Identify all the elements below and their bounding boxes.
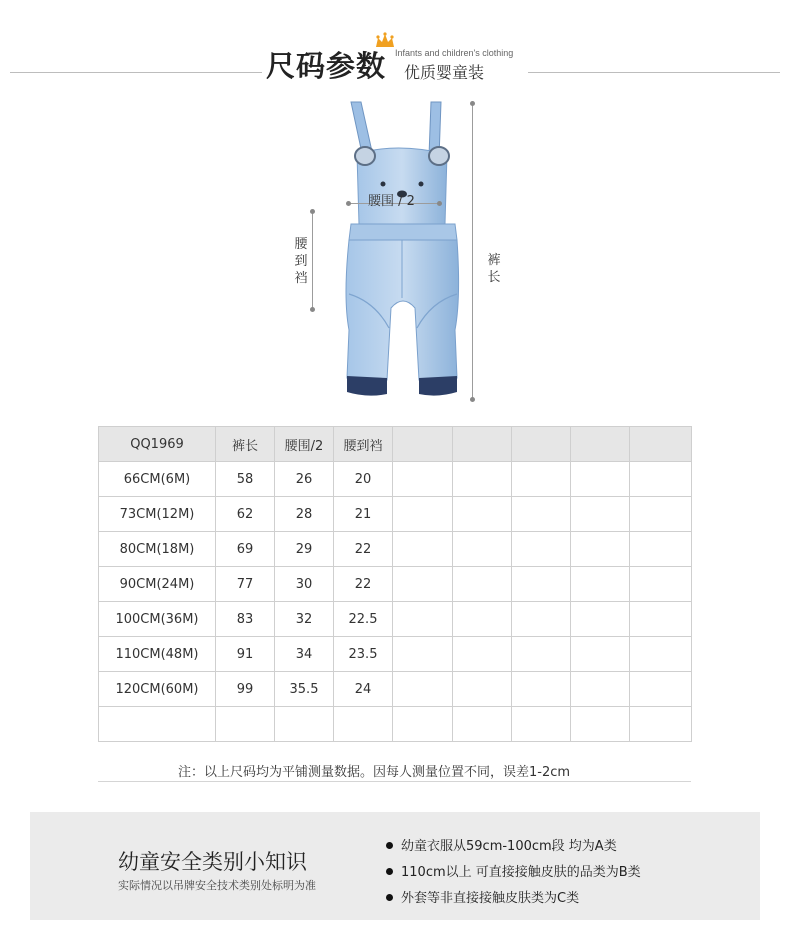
- table-cell: [630, 602, 692, 637]
- table-cell: [512, 567, 571, 602]
- table-cell: 120CM(60M): [99, 672, 216, 707]
- table-cell: [630, 497, 692, 532]
- table-cell: [571, 707, 630, 742]
- title-english: Infants and children's clothing: [395, 48, 514, 58]
- bullet-dot-icon: [386, 868, 393, 875]
- table-cell: [630, 672, 692, 707]
- table-cell: [453, 567, 512, 602]
- header-rule-right: [528, 72, 780, 73]
- table-header-cell: QQ1969: [99, 427, 216, 462]
- safety-bullet-c: [386, 887, 579, 906]
- table-header-cell: [630, 427, 692, 462]
- table-cell: [571, 497, 630, 532]
- table-cell: [393, 532, 453, 567]
- bullet-dot-icon: [386, 894, 393, 901]
- table-cell: 58: [216, 462, 275, 497]
- rise-dimension-bottom-dot: [310, 307, 315, 312]
- table-cell: [275, 707, 334, 742]
- table-cell: [571, 462, 630, 497]
- header-rule-left: [10, 72, 262, 73]
- length-dimension-line: [472, 104, 473, 400]
- table-cell: 77: [216, 567, 275, 602]
- table-header-cell: [571, 427, 630, 462]
- safety-bullet-b-text: 110cm以上 可直接接触皮肤的品类为B类: [401, 865, 641, 880]
- table-cell: [630, 567, 692, 602]
- table-row: [99, 707, 692, 742]
- table-row: [99, 462, 692, 497]
- table-cell: [99, 707, 216, 742]
- length-dimension-top-dot: [470, 101, 475, 106]
- table-cell: [512, 672, 571, 707]
- size-table: [98, 426, 692, 742]
- table-row: [99, 532, 692, 567]
- table-cell: 100CM(36M): [99, 602, 216, 637]
- table-cell: [512, 602, 571, 637]
- table-cell: [512, 462, 571, 497]
- table-cell: 110CM(48M): [99, 637, 216, 672]
- length-label: 裤 长: [487, 253, 501, 285]
- table-header-cell: [453, 427, 512, 462]
- table-cell: [630, 707, 692, 742]
- table-row: [99, 637, 692, 672]
- note-divider: [98, 781, 691, 782]
- table-cell: 83: [216, 602, 275, 637]
- rise-dimension-top-dot: [310, 209, 315, 214]
- table-cell: 32: [275, 602, 334, 637]
- table-header-row: [99, 427, 692, 462]
- table-cell: [453, 497, 512, 532]
- table-cell: 22.5: [334, 602, 393, 637]
- table-cell: 80CM(18M): [99, 532, 216, 567]
- table-cell: 69: [216, 532, 275, 567]
- table-header-cell: 腰到裆: [334, 427, 393, 462]
- table-cell: 73CM(12M): [99, 497, 216, 532]
- table-cell: 66CM(6M): [99, 462, 216, 497]
- safety-bullet-b: [386, 861, 641, 880]
- table-cell: 21: [334, 497, 393, 532]
- table-cell: [393, 567, 453, 602]
- safety-bullet-a-text: 幼童衣服从59cm-100cm段 均为A类: [401, 839, 617, 854]
- table-cell: [571, 567, 630, 602]
- table-header-cell: 裤长: [216, 427, 275, 462]
- table-cell: [393, 462, 453, 497]
- table-cell: [512, 497, 571, 532]
- table-cell: [393, 637, 453, 672]
- table-cell: [571, 532, 630, 567]
- table-cell: [630, 462, 692, 497]
- table-cell: [453, 532, 512, 567]
- table-cell: 22: [334, 532, 393, 567]
- safety-info-panel: [30, 812, 760, 920]
- table-cell: [393, 602, 453, 637]
- table-cell: [453, 672, 512, 707]
- waist-dimension-right-dot: [437, 201, 442, 206]
- safety-bullet-a: [386, 835, 617, 854]
- table-cell: 91: [216, 637, 275, 672]
- table-cell: [571, 637, 630, 672]
- table-cell: [393, 497, 453, 532]
- table-cell: [334, 707, 393, 742]
- bullet-dot-icon: [386, 842, 393, 849]
- table-header-cell: [393, 427, 453, 462]
- table-cell: 99: [216, 672, 275, 707]
- table-cell: [393, 707, 453, 742]
- table-cell: 62: [216, 497, 275, 532]
- overalls-image: [335, 98, 470, 400]
- table-cell: 26: [275, 462, 334, 497]
- table-cell: [630, 637, 692, 672]
- table-cell: [216, 707, 275, 742]
- table-cell: [512, 707, 571, 742]
- table-cell: [393, 672, 453, 707]
- table-cell: 34: [275, 637, 334, 672]
- table-cell: 90CM(24M): [99, 567, 216, 602]
- table-cell: 24: [334, 672, 393, 707]
- table-header-cell: 腰围/2: [275, 427, 334, 462]
- page-title: 尺码参数: [266, 49, 387, 83]
- table-row: [99, 672, 692, 707]
- table-cell: 22: [334, 567, 393, 602]
- safety-info-subtitle: 实际情况以吊牌安全技术类别处标明为准: [118, 879, 316, 892]
- crown-icon: [374, 32, 396, 50]
- table-cell: [453, 637, 512, 672]
- table-row: [99, 497, 692, 532]
- waist-label: 腰围 / 2: [368, 194, 415, 209]
- table-cell: 23.5: [334, 637, 393, 672]
- table-cell: [512, 532, 571, 567]
- table-cell: 30: [275, 567, 334, 602]
- table-header-cell: [512, 427, 571, 462]
- table-cell: [453, 602, 512, 637]
- table-cell: [453, 707, 512, 742]
- table-cell: [453, 462, 512, 497]
- measurement-note: 注：以上尺码均为平铺测量数据。因每人测量位置不同，误差1-2cm: [178, 765, 571, 780]
- table-row: [99, 567, 692, 602]
- rise-dimension-line: [312, 212, 313, 310]
- table-cell: 28: [275, 497, 334, 532]
- table-cell: [571, 672, 630, 707]
- table-cell: [571, 602, 630, 637]
- safety-bullet-c-text: 外套等非直接接触皮肤类为C类: [401, 891, 580, 906]
- table-cell: [630, 532, 692, 567]
- length-dimension-bottom-dot: [470, 397, 475, 402]
- table-cell: 35.5: [275, 672, 334, 707]
- table-cell: 20: [334, 462, 393, 497]
- waist-dimension-left-dot: [346, 201, 351, 206]
- table-row: [99, 602, 692, 637]
- table-cell: 29: [275, 532, 334, 567]
- safety-info-title: 幼童安全类别小知识: [118, 850, 307, 874]
- title-subtitle: 优质婴童装: [404, 63, 485, 82]
- table-cell: [512, 637, 571, 672]
- rise-label: 腰 到 裆: [294, 237, 308, 286]
